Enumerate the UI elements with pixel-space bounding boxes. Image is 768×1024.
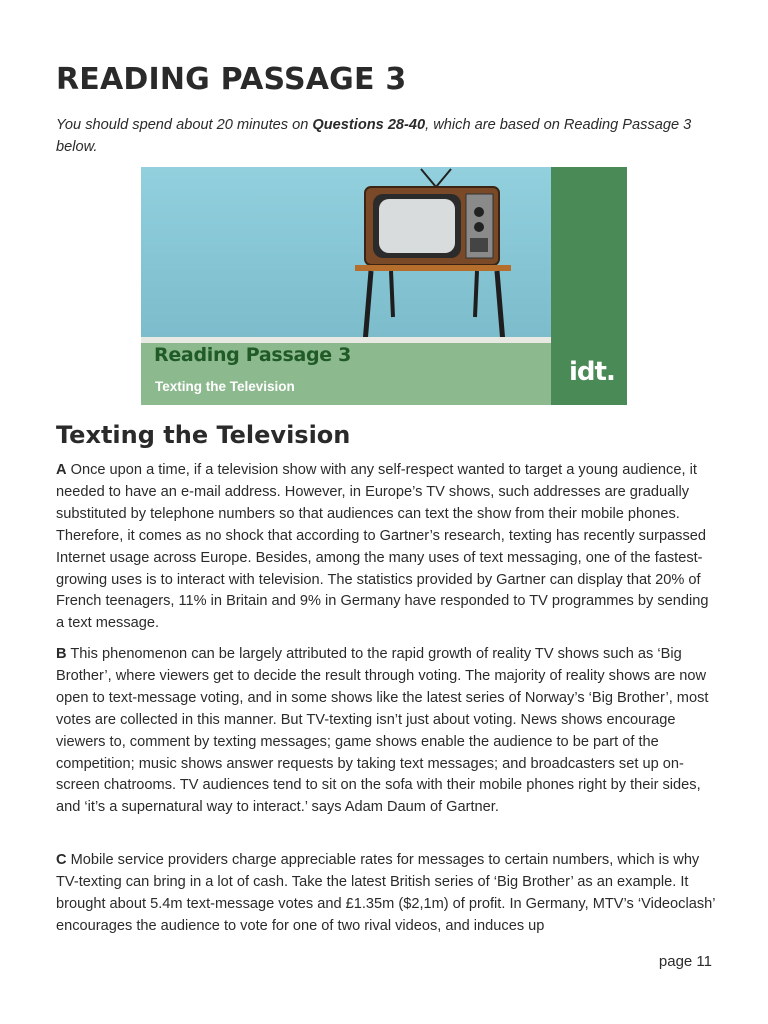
instructions-questions: Questions 28-40 [312,117,426,133]
paragraph-b [56,644,716,819]
banner-subtitle: Texting the Television [155,379,295,394]
paragraph-a [56,460,716,635]
article-title: Texting the Television [56,421,351,449]
page-heading: READING PASSAGE 3 [56,62,407,97]
idt-logo: idt. [569,357,615,387]
retro-tv-icon [351,167,521,343]
instructions-pre: You should spend about 20 minutes on [56,117,313,133]
paragraph-label: A [56,462,67,478]
instructions [56,114,712,158]
passage-banner-image [141,167,627,405]
paragraph-c [56,850,716,938]
page-number: page 11 [658,953,712,970]
paragraph-label: C [56,852,67,868]
paragraph-label: B [56,646,67,662]
paragraph-text: This phenomenon can be largely attributed to the rapid growth of reality TV shows such as ‘Big Brother’, where viewers get to decide the result through voting. The majority of reality shows are now open to text-message voting, and in some shows like the latest series of Norway’s ‘Big Brother’, most votes are collected in this manner. But TV-texting isn’t just about voting. News shows encourage viewers to, comment by texting messages; game shows enable the audience to be part of the competition; music shows answer requests by taking text messages; and broadcasters set up on-screen chatrooms. TV audiences tend to sit on the sofa with their mobile phones right by their sides, and ‘it’s a supernatural way to interact.’ says Adam Daum of Gartner. [56,646,709,816]
paragraph-text: Once upon a time, if a television show with any self-respect wanted to target a young audience, it needed to have an e-mail address. However, in Europe’s TV shows, such addresses are gradually substituted by telephone numbers so that audiences can text the show from their mobile phones. Therefore, it comes as no shock that according to Gartner’s research, texting has recently surpassed Internet usage across Europe. Besides, among the many uses of text messaging, one of the fastest-growing uses is to interact with television. The statistics provided by Gartner can display that 20% of French teenagers, 11% in Britain and 9% in Germany have responded to TV programmes by sending a text message. [56,462,709,632]
paragraph-text: Mobile service providers charge appreciable rates for messages to certain numbers, which is why TV-texting can bring in a lot of cash. Take the latest British series of ‘Big Brother’ as an example. It brought about 5.4m text-message votes and £1.35m ($2,1m) of profit. In Germany, MTV’s ‘Videoclash’ encourages the audience to vote for one of two rival videos, and induces up [56,852,715,934]
banner-title: Reading Passage 3 [154,344,352,366]
instructions-post: , which are based on Reading Passage 3 below. [56,117,692,155]
